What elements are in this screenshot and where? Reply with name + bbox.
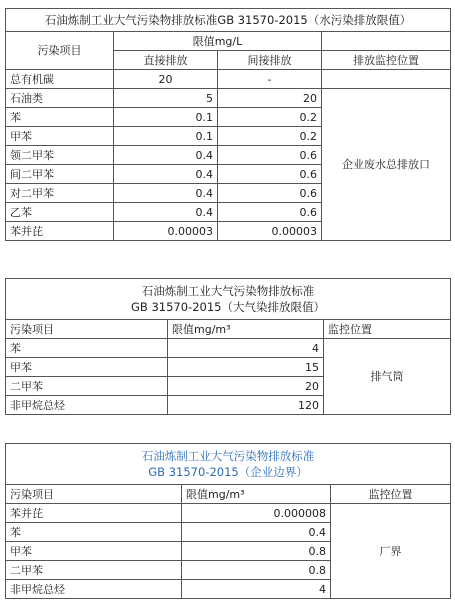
pollutant-name: 总有机碳 bbox=[6, 70, 114, 89]
table-row bbox=[6, 339, 451, 358]
pollutant-name: 乙苯 bbox=[6, 203, 114, 222]
header-direct: 直接排放 bbox=[114, 51, 218, 70]
indirect-value: 0.2 bbox=[218, 108, 322, 127]
limit-value: 4 bbox=[168, 339, 324, 358]
pollutant-name: 甲苯 bbox=[6, 358, 168, 377]
indirect-value: 0.6 bbox=[218, 146, 322, 165]
header-limit: 限值mg/m³ bbox=[182, 485, 331, 504]
header-limit: 限值mg/m³ bbox=[168, 320, 324, 339]
direct-value: 0.00003 bbox=[114, 222, 218, 241]
limit-value: 15 bbox=[168, 358, 324, 377]
header-pollutant: 污染项目 bbox=[6, 485, 182, 504]
pollutant-name: 苯并芘 bbox=[6, 222, 114, 241]
monitor-blank bbox=[322, 70, 451, 89]
indirect-value: 0.00003 bbox=[218, 222, 322, 241]
monitor-location: 厂界 bbox=[331, 504, 451, 599]
indirect-value: 0.2 bbox=[218, 127, 322, 146]
header-indirect: 间接排放 bbox=[218, 51, 322, 70]
header-monitor: 监控位置 bbox=[331, 485, 451, 504]
pollutant-name: 间二甲苯 bbox=[6, 165, 114, 184]
table-row bbox=[6, 70, 451, 89]
limit-value: 0.8 bbox=[182, 542, 331, 561]
pollutant-name: 甲苯 bbox=[6, 127, 114, 146]
direct-value: 0.4 bbox=[114, 165, 218, 184]
pollutant-name: 二甲苯 bbox=[6, 377, 168, 396]
pollutant-name: 二甲苯 bbox=[6, 561, 182, 580]
direct-value: 0.1 bbox=[114, 127, 218, 146]
direct-value: 0.1 bbox=[114, 108, 218, 127]
header-pollutant: 污染项目 bbox=[6, 320, 168, 339]
table-row bbox=[6, 89, 451, 108]
boundary-pollutant-table bbox=[5, 443, 451, 599]
air-table-title-line1: 石油炼制工业大气污染物排放标准 bbox=[141, 284, 315, 298]
limit-value: 4 bbox=[182, 580, 331, 599]
limit-value: 0.000008 bbox=[182, 504, 331, 523]
header-blank bbox=[322, 32, 451, 51]
direct-value: 0.4 bbox=[114, 184, 218, 203]
limit-value: 120 bbox=[168, 396, 324, 415]
direct-value: 0.4 bbox=[114, 146, 218, 165]
header-limit: 限值mg/L bbox=[114, 32, 322, 51]
boundary-table-title-line1: 石油炼制工业大气污染物排放标准 bbox=[141, 449, 315, 463]
pollutant-name: 非甲烷总烃 bbox=[6, 396, 168, 415]
indirect-value: 20 bbox=[218, 89, 322, 108]
pollutant-name: 苯 bbox=[6, 108, 114, 127]
air-table-title-line2: GB 31570-2015（大气染排放限值） bbox=[131, 300, 325, 314]
pollutant-name: 石油类 bbox=[6, 89, 114, 108]
indirect-value: - bbox=[218, 70, 322, 89]
pollutant-name: 对二甲苯 bbox=[6, 184, 114, 203]
pollutant-name: 苯 bbox=[6, 523, 182, 542]
pollutant-name: 非甲烷总烃 bbox=[6, 580, 182, 599]
monitor-location: 企业废水总排放口 bbox=[322, 89, 451, 241]
boundary-table-title-line2: GB 31570-2015（企业边界） bbox=[148, 465, 308, 479]
indirect-value: 0.6 bbox=[218, 203, 322, 222]
limit-value: 20 bbox=[168, 377, 324, 396]
water-pollutant-table bbox=[5, 8, 451, 241]
water-table-title: 石油炼制工业大气污染物排放标准GB 31570-2015（水污染排放限值） bbox=[6, 9, 451, 32]
pollutant-name: 苯并芘 bbox=[6, 504, 182, 523]
header-monitor: 监控位置 bbox=[324, 320, 451, 339]
direct-value: 20 bbox=[114, 70, 218, 89]
indirect-value: 0.6 bbox=[218, 165, 322, 184]
pollutant-name: 领二甲苯 bbox=[6, 146, 114, 165]
direct-value: 0.4 bbox=[114, 203, 218, 222]
indirect-value: 0.6 bbox=[218, 184, 322, 203]
pollutant-name: 甲苯 bbox=[6, 542, 182, 561]
monitor-location: 排气筒 bbox=[324, 339, 451, 415]
direct-value: 5 bbox=[114, 89, 218, 108]
header-pollutant: 污染项目 bbox=[6, 32, 114, 70]
pollutant-name: 苯 bbox=[6, 339, 168, 358]
boundary-table-title bbox=[6, 444, 451, 485]
header-monitor: 排放监控位置 bbox=[322, 51, 451, 70]
limit-value: 0.8 bbox=[182, 561, 331, 580]
air-table-title bbox=[6, 279, 451, 320]
limit-value: 0.4 bbox=[182, 523, 331, 542]
air-pollutant-table bbox=[5, 278, 451, 415]
table-row bbox=[6, 504, 451, 523]
